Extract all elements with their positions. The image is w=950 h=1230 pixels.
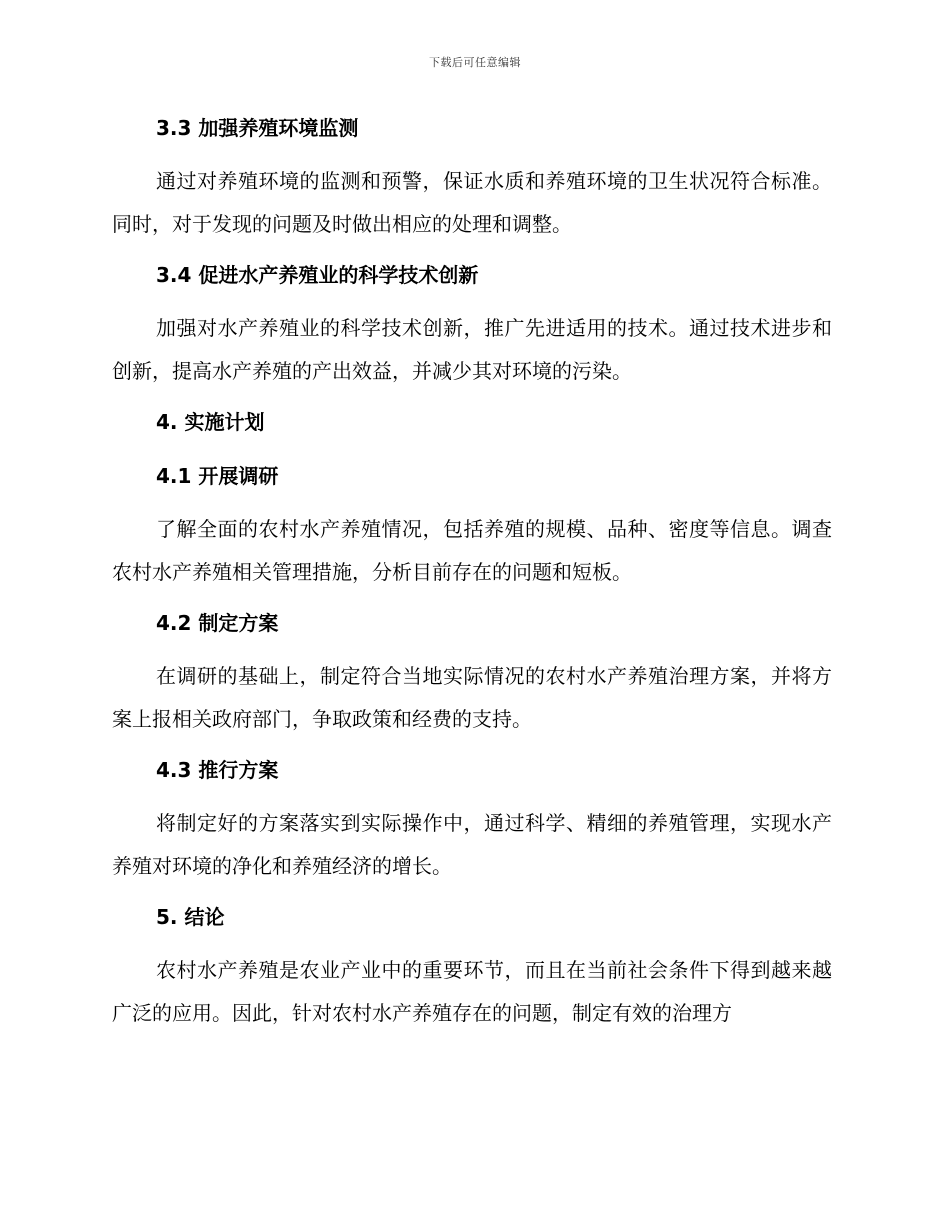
section-paragraph-5: 农村水产养殖是农业产业中的重要环节，而且在当前社会条件下得到越来越广泛的应用。因此，针对农村水产养殖存在的问题，制定有效的治理方 [112,958,832,1025]
section-paragraph-4-2: 在调研的基础上，制定符合当地实际情况的农村水产养殖治理方案，并将方案上报相关政府部门，争取政策和经费的支持。 [112,664,832,731]
section-heading-3-4: 3.4 促进水产养殖业的科学技术创新 [156,263,479,287]
section-heading-4-3: 4.3 推行方案 [156,758,279,782]
page-header: 下载后可任意编辑 [429,56,521,69]
section-heading-4-2: 4.2 制定方案 [156,611,279,635]
section-heading-4: 4. 实施计划 [156,410,265,434]
section-paragraph-4-1: 了解全面的农村水产养殖情况，包括养殖的规模、品种、密度等信息。调查农村水产养殖相关管理措施，分析目前存在的问题和短板。 [112,517,832,584]
section-paragraph-3-4: 加强对水产养殖业的科学技术创新，推广先进适用的技术。通过技术进步和创新，提高水产养殖的产出效益，并减少其对环境的污染。 [112,316,832,383]
section-paragraph-3-3: 通过对养殖环境的监测和预警，保证水质和养殖环境的卫生状况符合标准。同时，对于发现的问题及时做出相应的处理和调整。 [112,169,832,236]
section-heading-3-3: 3.3 加强养殖环境监测 [156,116,359,140]
section-paragraph-4-3: 将制定好的方案落实到实际操作中，通过科学、精细的养殖管理，实现水产养殖对环境的净化和养殖经济的增长。 [112,811,832,878]
document-body [112,108,832,1035]
section-heading-5: 5. 结论 [156,905,225,929]
section-heading-4-1: 4.1 开展调研 [156,464,279,488]
